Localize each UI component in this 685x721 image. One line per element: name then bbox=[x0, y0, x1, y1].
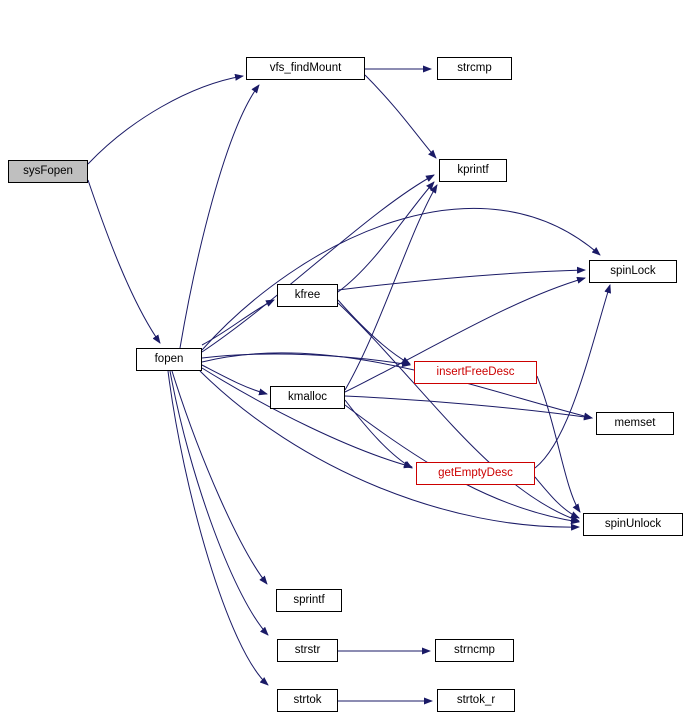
edge-fopen-to-spinUnlock bbox=[200, 371, 579, 527]
node-label: spinLock bbox=[610, 264, 656, 277]
edge-fopen-to-kprintf bbox=[202, 175, 434, 352]
edge-fopen-to-kmalloc bbox=[202, 365, 267, 394]
node-label: fopen bbox=[154, 352, 184, 365]
node-label: kfree bbox=[294, 288, 321, 301]
node-kmalloc[interactable] bbox=[270, 386, 345, 409]
edge-kfree-to-kprintf bbox=[338, 182, 434, 292]
node-label: strtok bbox=[293, 693, 322, 706]
node-label: getEmptyDesc bbox=[438, 466, 513, 479]
edge-sysFopen-to-fopen bbox=[88, 180, 160, 343]
node-kfree[interactable] bbox=[277, 284, 338, 307]
edge-fopen-to-strtok bbox=[168, 371, 268, 685]
node-label: memset bbox=[614, 416, 656, 429]
node-spinUnlock[interactable] bbox=[583, 513, 683, 536]
edge-fopen-to-spinLock bbox=[202, 208, 600, 350]
node-label: vfs_findMount bbox=[269, 61, 342, 74]
node-strtok[interactable] bbox=[277, 689, 338, 712]
node-vfs_findMount[interactable] bbox=[246, 57, 365, 80]
node-strtok_r[interactable] bbox=[437, 689, 515, 712]
node-label: sysFopen bbox=[23, 164, 73, 177]
node-memset[interactable] bbox=[596, 412, 674, 435]
edge-insertFreeDesc-to-spinUnlock bbox=[537, 376, 580, 512]
node-label: strcmp bbox=[457, 61, 492, 74]
node-strncmp[interactable] bbox=[435, 639, 514, 662]
node-label: strstr bbox=[294, 643, 321, 656]
node-label: kprintf bbox=[457, 163, 489, 176]
edge-kfree-to-spinLock bbox=[338, 270, 585, 290]
edge-kmalloc-to-memset bbox=[345, 396, 592, 418]
node-label: strtok_r bbox=[456, 693, 496, 706]
node-label: strncmp bbox=[454, 643, 495, 656]
edge-kfree-to-insertFreeDesc bbox=[338, 300, 410, 364]
node-label: spinUnlock bbox=[604, 517, 662, 530]
node-label: kmalloc bbox=[288, 390, 327, 403]
node-strcmp[interactable] bbox=[437, 57, 512, 80]
edge-sysFopen-to-vfs_findMount bbox=[88, 76, 243, 164]
node-insertFreeDesc[interactable] bbox=[414, 361, 537, 384]
node-sysFopen[interactable] bbox=[8, 160, 88, 183]
edge-fopen-to-sprintf bbox=[172, 371, 267, 584]
edge-vfs_findMount-to-kprintf bbox=[365, 75, 436, 158]
node-kprintf[interactable] bbox=[439, 159, 507, 182]
node-sprintf[interactable] bbox=[276, 589, 342, 612]
edge-getEmptyDesc-to-spinLock bbox=[535, 285, 610, 468]
node-strstr[interactable] bbox=[277, 639, 338, 662]
edge-kmalloc-to-getEmptyDesc bbox=[345, 400, 412, 468]
node-fopen[interactable] bbox=[136, 348, 202, 371]
node-getEmptyDesc[interactable] bbox=[416, 462, 535, 485]
node-label: sprintf bbox=[293, 593, 325, 606]
edge-fopen-to-vfs_findMount bbox=[180, 85, 259, 348]
node-label: insertFreeDesc bbox=[436, 365, 515, 378]
node-spinLock[interactable] bbox=[589, 260, 677, 283]
